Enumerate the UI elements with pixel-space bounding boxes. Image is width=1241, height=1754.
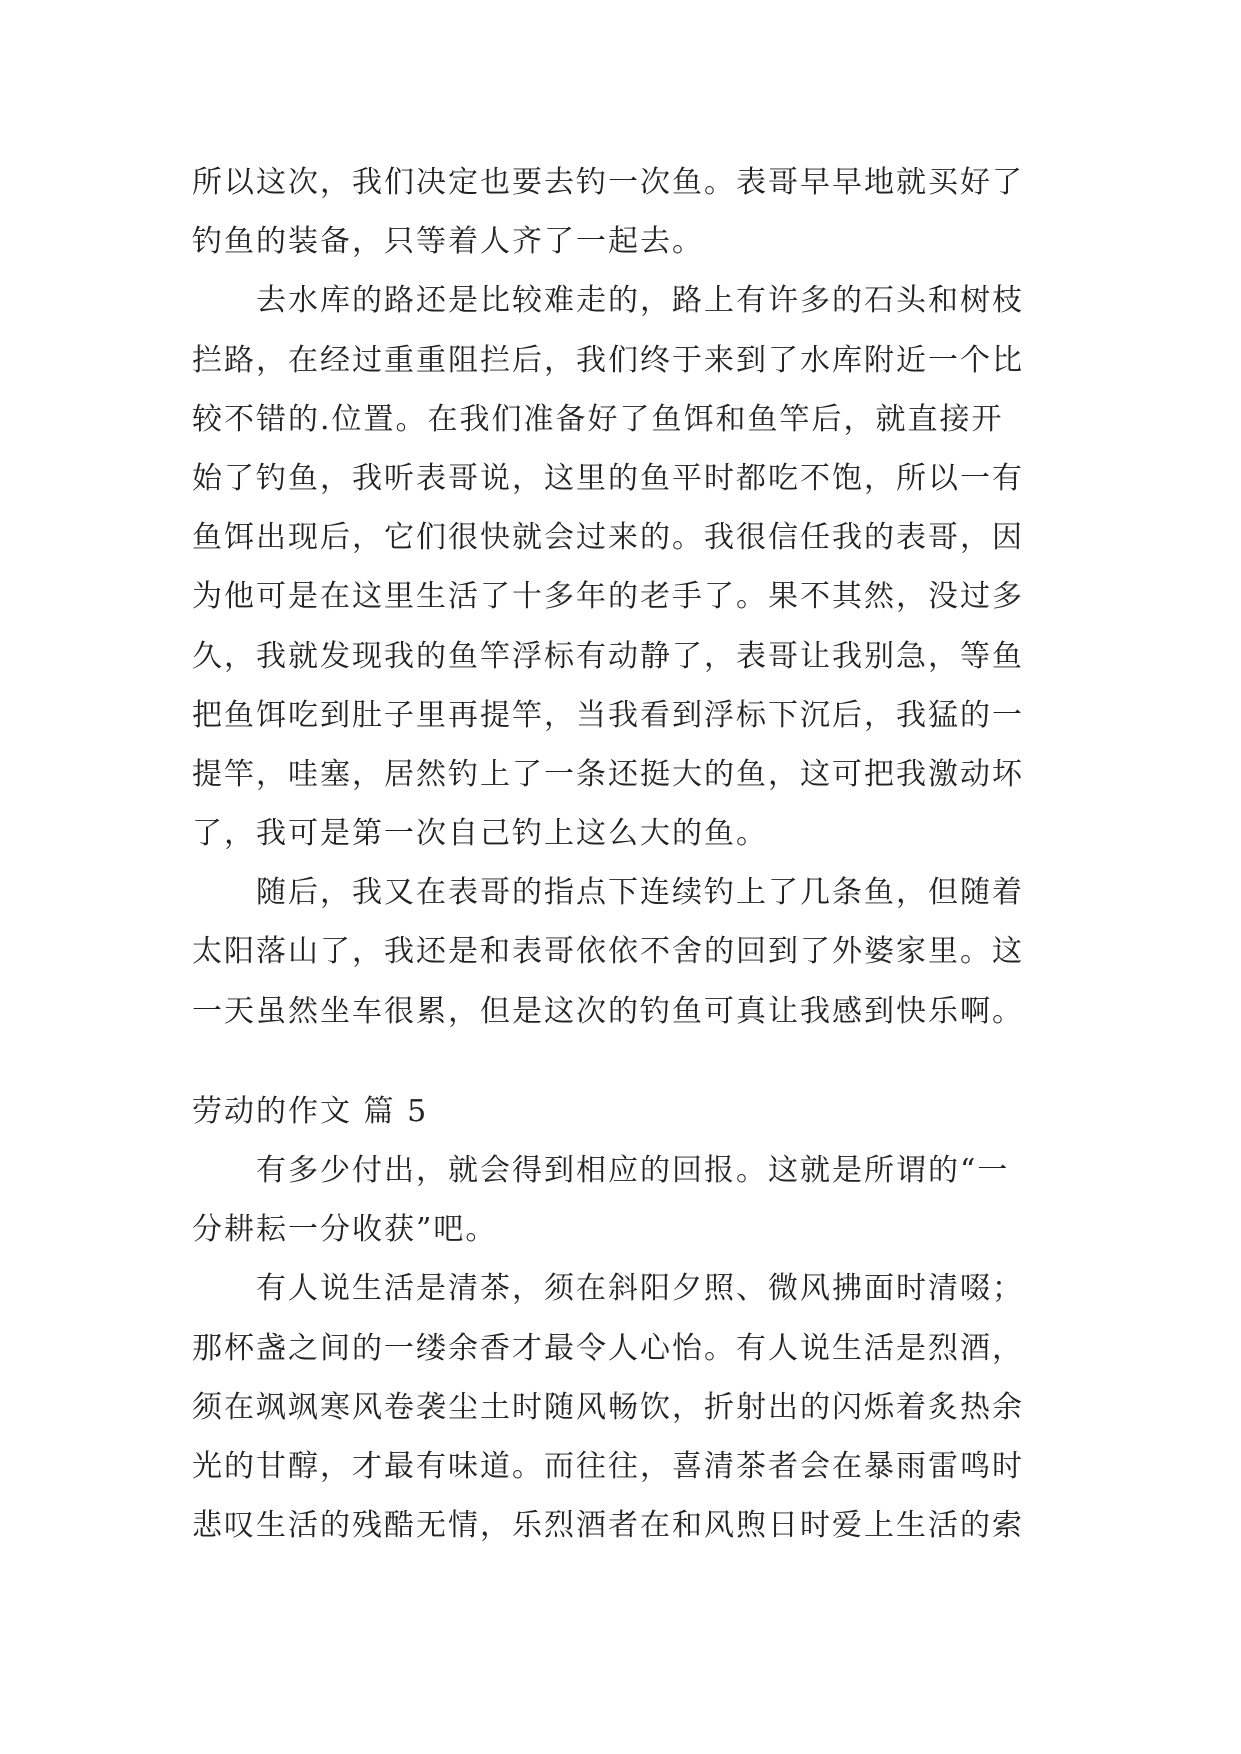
text-line: 鱼饵出现后，它们很快就会过来的。我很信任我的表哥，因 — [192, 520, 1024, 556]
text-line: 所以这次，我们决定也要去钓一次鱼。表哥早早地就买好了 — [192, 165, 1024, 200]
text-line: 有多少付出，就会得到相应的回报。这就是所谓的“一 — [256, 1153, 1010, 1188]
text-line: 分耕耘一分收获”吧。 — [192, 1212, 498, 1248]
text-line: 提竿，哇塞，居然钓上了一条还挺大的鱼，这可把我激动坏 — [192, 756, 1024, 792]
text-line: 有人说生活是清茶，须在斜阳夕照、微风拂面时清啜； — [256, 1271, 1024, 1307]
text-line: 较不错的.位置。在我们准备好了鱼饵和鱼竿后，就直接开 — [192, 401, 1004, 437]
text-line: 始了钓鱼，我听表哥说，这里的鱼平时都吃不饱，所以一有 — [192, 460, 1024, 496]
section-heading: 劳动的作文 篇 5 — [192, 1094, 429, 1129]
essay-text-block — [192, 1141, 1052, 1555]
text-line: 光的甘醇，才最有味道。而往往，喜清茶者会在暴雨雷鸣时 — [192, 1448, 1024, 1484]
essay-text-block — [192, 153, 1052, 1041]
text-line: 太阳落山了，我还是和表哥依依不舍的回到了外婆家里。这 — [192, 934, 1024, 970]
text-line: 拦路，在经过重重阻拦后，我们终于来到了水库附近一个比 — [192, 342, 1024, 378]
text-line: 那杯盏之间的一缕余香才最令人心怡。有人说生活是烈酒， — [192, 1330, 1024, 1366]
text-line: 钓鱼的装备，只等着人齐了一起去。 — [192, 224, 704, 260]
text-line: 须在飒飒寒风卷袭尘土时随风畅饮，折射出的闪烁着炙热余 — [192, 1389, 1024, 1425]
text-line: 了，我可是第一次自己钓上这么大的鱼。 — [192, 816, 768, 852]
text-line: 为他可是在这里生活了十多年的老手了。果不其然，没过多 — [192, 579, 1024, 615]
text-line: 悲叹生活的残酷无情，乐烈酒者在和风煦日时爱上生活的索 — [192, 1508, 1024, 1544]
text-line: 随后，我又在表哥的指点下连续钓上了几条鱼，但随着 — [256, 875, 1024, 911]
text-line: 去水库的路还是比较难走的，路上有许多的石头和树枝 — [256, 283, 1024, 319]
text-line: 一天虽然坐车很累，但是这次的钓鱼可真让我感到快乐啊。 — [192, 993, 1024, 1029]
text-line: 把鱼饵吃到肚子里再提竿，当我看到浮标下沉后，我猛的一 — [192, 697, 1024, 733]
text-line: 久，我就发现我的鱼竿浮标有动静了，表哥让我别急，等鱼 — [192, 638, 1024, 674]
